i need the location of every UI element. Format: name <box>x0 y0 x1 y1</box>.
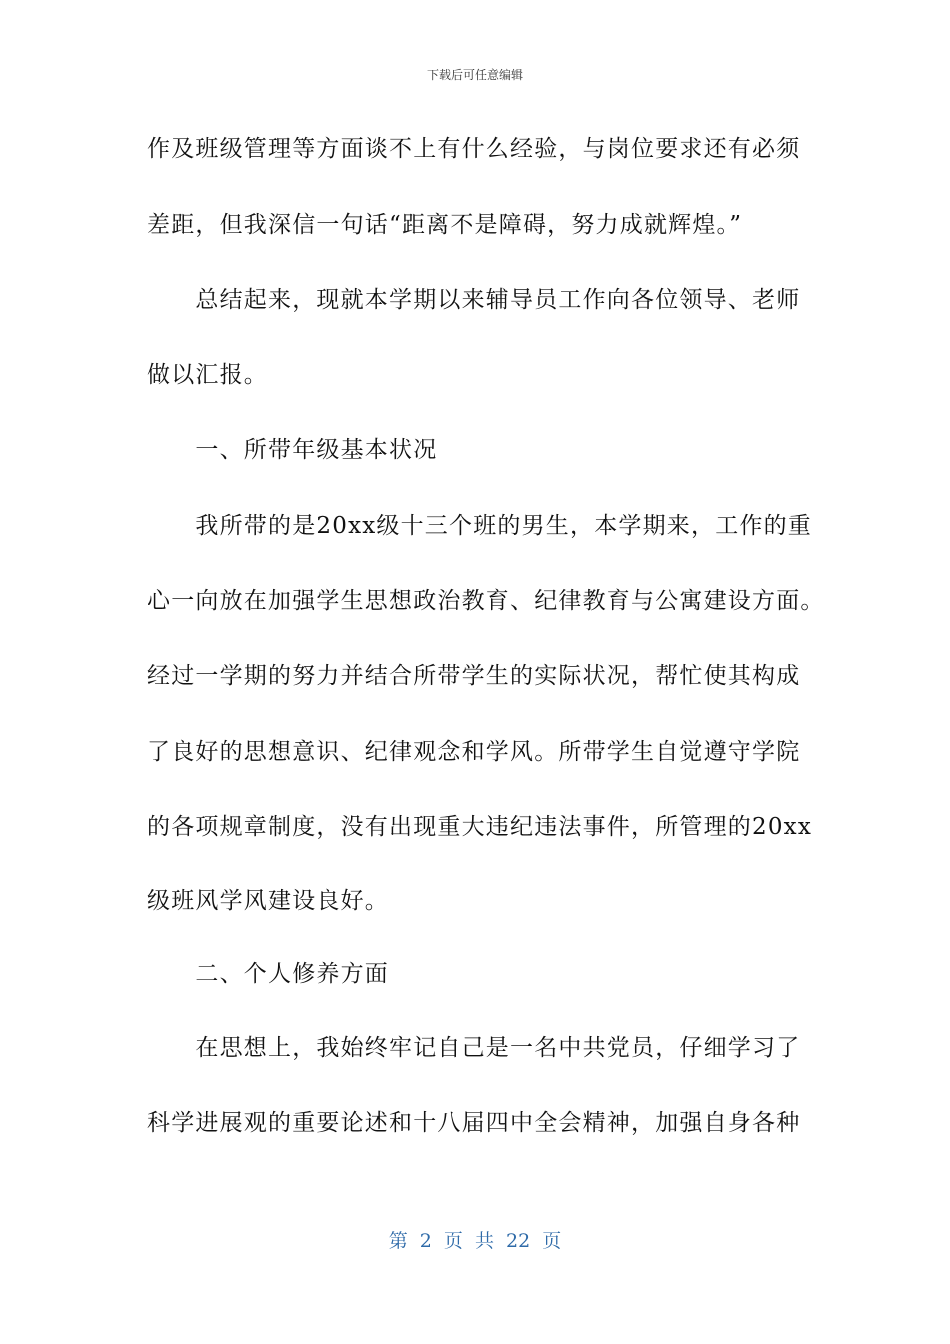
section-heading: 二、个人修养方面 <box>147 961 389 987</box>
text-line: 经过一学期的努力并结合所带学生的实际状况，帮忙使其构成 <box>147 663 801 689</box>
text-line: 总结起来，现就本学期以来辅导员工作向各位领导、老师 <box>147 287 801 313</box>
text-line: 做以汇报。 <box>147 362 268 388</box>
section-heading: 一、所带年级基本状况 <box>147 437 438 463</box>
text-line: 的各项规章制度，没有出现重大违纪违法事件，所管理的20xx <box>147 814 813 840</box>
text-line: 心一向放在加强学生思想政治教育、纪律教育与公寓建设方面。 <box>147 588 825 614</box>
text-line: 作及班级管理等方面谈不上有什么经验，与岗位要求还有必须 <box>147 136 801 162</box>
text-line: 差距，但我深信一句话“距离不是障碍，努力成就辉煌。” <box>147 212 743 238</box>
page-number: 第 2 页 共 22 页 <box>388 1230 562 1252</box>
text-line: 科学进展观的重要论述和十八届四中全会精神，加强自身各种 <box>147 1110 801 1136</box>
text-line: 了良好的思想意识、纪律观念和学风。所带学生自觉遵守学院 <box>147 739 801 765</box>
text-line: 在思想上，我始终牢记自己是一名中共党员，仔细学习了 <box>147 1035 801 1061</box>
text-line: 我所带的是20xx级十三个班的男生，本学期来，工作的重 <box>147 513 813 539</box>
text-line: 级班风学风建设良好。 <box>147 888 389 914</box>
header-note: 下载后可任意编辑 <box>426 68 523 82</box>
